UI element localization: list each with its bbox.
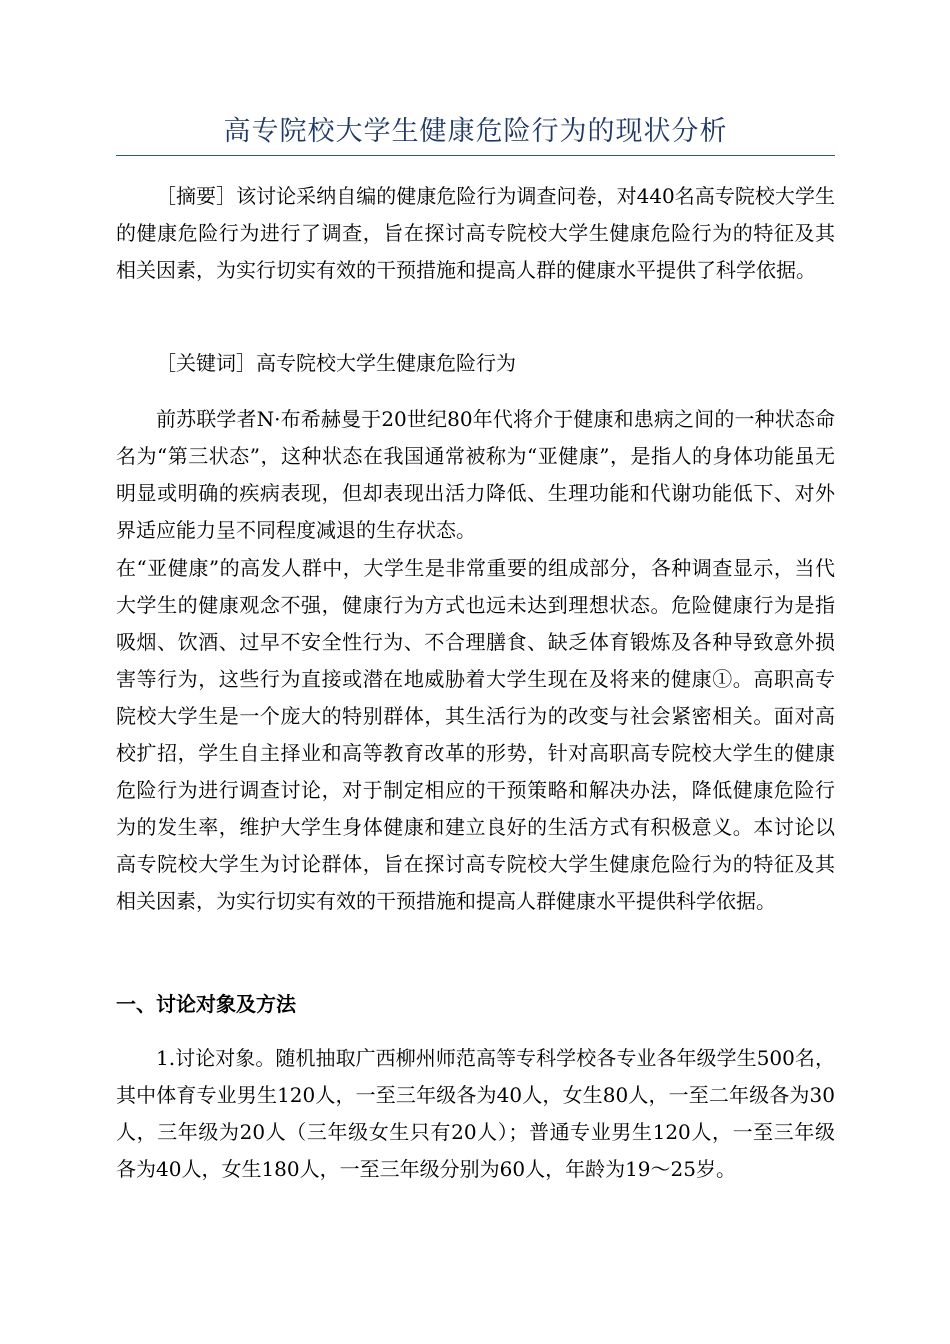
abstract-paragraph: ［摘要］该讨论采纳自编的健康危险行为调查问卷，对440名高专院校大学生的健康危险行为进行了调查，旨在探讨高专院校大学生健康危险行为的特征及其相关因素，为实行切实有效的干预措施和提高人群的健康水平提供了科学依据。 bbox=[116, 184, 835, 282]
title-underline bbox=[116, 155, 835, 156]
intro-paragraph-2: 在“亚健康”的高发人群中，大学生是非常重要的组成部分，各种调查显示，当代大学生的健康观念不强，健康行为方式也远未达到理想状态。危险健康行为是指吸烟、饮酒、过早不安全性行为、不合理膳食、缺乏体育锻炼及各种导致意外损害等行为，这些行为直接或潜在地威胁着大学生现在及将来的健康①。高职高专院校大学生是一个庞大的特别群体，其生活行为的改变与社会紧密相关。面对高校扩招，学生自主择业和高等教育改革的形势，针对高职高专院校大学生的健康危险行为进行调查讨论，对于制定相应的干预策略和解决办法，降低健康危险行为的发生率，维护大学生身体健康和建立良好的生活方式有积极意义。本讨论以高专院校大学生为讨论群体，旨在探讨高专院校大学生健康危险行为的特征及其相关因素，为实行切实有效的干预措施和提高人群健康水平提供科学依据。 bbox=[116, 556, 835, 913]
keywords-paragraph: ［关键词］高专院校大学生健康危险行为 bbox=[156, 351, 516, 375]
intro-paragraph-1: 前苏联学者N·布希赫曼于20世纪80年代将介于健康和患病之间的一种状态命名为“第三状态”，这种状态在我国通常被称为“亚健康”，是指人的身体功能虽无明显或明确的疾病表现，但却表现出活力降低、生理功能和代谢功能低下、对外界适应能力呈不同程度减退的生存状态。 bbox=[116, 407, 835, 542]
section-heading-1: 一、讨论对象及方法 bbox=[116, 992, 296, 1016]
section-1-paragraph-1: 1.讨论对象。随机抽取广西柳州师范高等专科学校各专业各年级学生500名，其中体育专业男生120人，一至三年级各为40人，女生80人，一至二年级各为30人，三年级为20人（三年级女生只有20人）；普通专业男生120人，一至三年级各为40人，女生180人，一至三年级分别为60人，年龄为19～25岁。 bbox=[116, 1046, 835, 1181]
document-title: 高专院校大学生健康危险行为的现状分析 bbox=[223, 116, 728, 147]
